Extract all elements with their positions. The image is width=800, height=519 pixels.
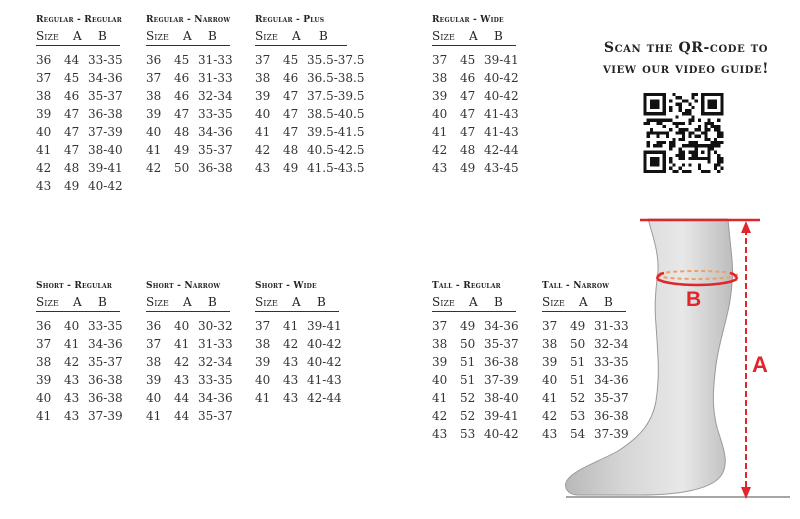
table-cell: 40 (542, 373, 558, 387)
table-cell: 36-38 (198, 161, 233, 175)
table-row (255, 391, 342, 409)
table-cell: 40-42 (307, 355, 342, 369)
table-cell: 31-33 (198, 71, 233, 85)
table-row (432, 337, 519, 355)
size-table-header (36, 29, 120, 46)
table-cell: 46 (174, 89, 190, 103)
table-row (255, 337, 342, 355)
table-cell: 50 (174, 161, 190, 175)
table-cell: 32-34 (594, 337, 629, 351)
table-cell: 47 (283, 89, 299, 103)
table-cell: 40 (36, 391, 52, 405)
table-cell: 49 (64, 179, 80, 193)
qr-caption (588, 38, 784, 80)
table-cell: 36 (36, 319, 52, 333)
table-cell: 38 (36, 355, 52, 369)
table-row (36, 107, 122, 125)
table-row (36, 125, 122, 143)
table-cell: 39 (432, 89, 448, 103)
table-cell: 40 (255, 107, 271, 121)
table-cell: 41 (146, 409, 162, 423)
size-table-title: Tall - Narrow (542, 281, 610, 291)
table-cell: 37 (36, 337, 52, 351)
table-cell: 45 (460, 53, 476, 67)
table-row (146, 71, 233, 89)
header-cell: A (292, 295, 301, 309)
table-cell: 43 (36, 179, 52, 193)
table-cell: 39 (255, 355, 271, 369)
table-cell: 43 (64, 373, 80, 387)
size-table-regular-narrow (146, 15, 233, 179)
header-cell: B (604, 295, 613, 309)
table-row (255, 107, 365, 125)
table-cell: 33-35 (88, 53, 123, 67)
size-table-short-regular (36, 281, 123, 427)
table-row (146, 409, 233, 427)
table-cell: 42 (283, 337, 299, 351)
table-cell: 41 (36, 143, 52, 157)
table-cell: 38 (36, 89, 52, 103)
size-table-header (146, 29, 230, 46)
table-cell: 36-38 (594, 409, 629, 423)
qr-caption-line2: view our video guide! (602, 61, 770, 77)
table-cell: 38 (255, 71, 271, 85)
table-cell: 35.5-37.5 (307, 53, 365, 67)
table-cell: 44 (174, 409, 190, 423)
table-cell: 48 (174, 125, 190, 139)
table-cell: 51 (460, 373, 476, 387)
table-row (36, 409, 123, 427)
table-cell: 34-36 (88, 337, 123, 351)
table-cell: 36-38 (88, 107, 123, 121)
table-row (432, 53, 519, 71)
table-cell: 39 (146, 373, 162, 387)
label-a: A (752, 352, 768, 377)
table-cell: 41-43 (484, 107, 519, 121)
table-cell: 47 (460, 107, 476, 121)
table-cell: 42 (36, 161, 52, 175)
qr-code-icon[interactable] (641, 93, 726, 173)
table-row (36, 319, 123, 337)
table-row (432, 71, 519, 89)
table-cell: 43 (283, 391, 299, 405)
table-cell: 34-36 (484, 319, 519, 333)
size-table-title: Short - Regular (36, 281, 113, 291)
table-cell: 38-40 (88, 143, 123, 157)
header-cell: B (208, 29, 217, 43)
table-row (432, 107, 519, 125)
header-cell: Size (146, 29, 169, 43)
table-row (432, 409, 519, 427)
header-cell: A (73, 29, 82, 43)
table-row (255, 143, 365, 161)
table-cell: 42 (542, 409, 558, 423)
size-table-regular-plus (255, 15, 365, 179)
table-cell: 38 (146, 89, 162, 103)
table-cell: 36 (36, 53, 52, 67)
table-cell: 39 (36, 107, 52, 121)
table-cell: 41 (255, 125, 271, 139)
table-cell: 37-39 (594, 427, 629, 441)
header-cell: A (469, 29, 478, 43)
table-cell: 49 (283, 161, 299, 175)
header-cell: B (98, 29, 107, 43)
table-cell: 40 (146, 125, 162, 139)
table-cell: 41 (146, 143, 162, 157)
table-cell: 48 (460, 143, 476, 157)
table-cell: 42 (432, 409, 448, 423)
table-cell: 49 (174, 143, 190, 157)
size-table-title: Regular - Regular (36, 15, 122, 25)
size-table-title: Short - Wide (255, 281, 317, 291)
table-row (36, 337, 123, 355)
table-cell: 30-32 (198, 319, 233, 333)
table-row (146, 53, 233, 71)
table-cell: 37-39 (88, 125, 123, 139)
header-cell: A (183, 295, 192, 309)
table-cell: 39-41 (484, 409, 519, 423)
table-cell: 36-38 (484, 355, 519, 369)
table-cell: 48 (64, 161, 80, 175)
table-cell: 53 (570, 409, 586, 423)
table-row (255, 53, 365, 71)
table-cell: 36-38 (88, 391, 123, 405)
table-row (432, 125, 519, 143)
table-cell: 41 (174, 337, 190, 351)
table-cell: 39.5-41.5 (307, 125, 365, 139)
table-cell: 38 (255, 337, 271, 351)
table-cell: 46 (174, 71, 190, 85)
table-cell: 37 (36, 71, 52, 85)
table-cell: 40-42 (484, 71, 519, 85)
size-table-regular-wide (432, 15, 519, 179)
table-cell: 38-40 (484, 391, 519, 405)
table-cell: 46 (64, 89, 80, 103)
table-cell: 51 (570, 373, 586, 387)
table-cell: 35-37 (88, 89, 123, 103)
table-cell: 37 (432, 319, 448, 333)
table-row (146, 107, 233, 125)
table-cell: 33-35 (198, 107, 233, 121)
table-cell: 40 (64, 319, 80, 333)
table-row (146, 319, 233, 337)
table-row (255, 89, 365, 107)
table-cell: 35-37 (484, 337, 519, 351)
table-cell: 37 (432, 53, 448, 67)
table-cell: 39 (255, 89, 271, 103)
table-cell: 37 (542, 319, 558, 333)
header-cell: A (73, 295, 82, 309)
table-cell: 54 (570, 427, 586, 441)
table-cell: 39-41 (307, 319, 342, 333)
size-table-short-narrow (146, 281, 233, 427)
label-b: B (686, 288, 702, 311)
qr-caption-line1: Scan the QR-code to (603, 40, 769, 56)
table-row (255, 319, 342, 337)
header-cell: B (317, 295, 326, 309)
header-cell: A (292, 29, 301, 43)
table-cell: 41 (542, 391, 558, 405)
table-cell: 45 (64, 71, 80, 85)
table-cell: 42 (146, 161, 162, 175)
size-table-title: Regular - Plus (255, 15, 325, 25)
table-cell: 41.5-43.5 (307, 161, 365, 175)
table-cell: 40.5-42.5 (307, 143, 365, 157)
table-cell: 49 (570, 319, 586, 333)
table-row (255, 355, 342, 373)
table-cell: 37 (255, 319, 271, 333)
header-cell: A (469, 295, 478, 309)
table-cell: 36 (146, 319, 162, 333)
table-cell: 43 (64, 391, 80, 405)
table-cell: 40-42 (484, 427, 519, 441)
table-cell: 47 (64, 143, 80, 157)
table-cell: 38 (432, 71, 448, 85)
table-cell: 35-37 (198, 143, 233, 157)
table-cell: 53 (460, 427, 476, 441)
size-table-regular-regular (36, 15, 122, 197)
table-cell: 40 (432, 107, 448, 121)
table-row (146, 337, 233, 355)
table-cell: 38 (542, 337, 558, 351)
table-cell: 42-44 (484, 143, 519, 157)
table-cell: 42 (64, 355, 80, 369)
table-cell: 38.5-40.5 (307, 107, 365, 121)
size-table-header (36, 295, 120, 312)
table-row (36, 373, 123, 391)
header-cell: B (319, 29, 328, 43)
table-cell: 44 (64, 53, 80, 67)
header-cell: Size (255, 29, 278, 43)
table-cell: 43-45 (484, 161, 519, 175)
table-cell: 32-34 (198, 89, 233, 103)
table-row (36, 179, 122, 197)
header-cell: Size (146, 295, 169, 309)
table-cell: 47 (174, 107, 190, 121)
table-row (432, 427, 519, 445)
header-cell: Size (542, 295, 565, 309)
leg-diagram-icon (560, 205, 800, 515)
header-cell: Size (36, 295, 59, 309)
table-row (255, 161, 365, 179)
table-cell: 41 (283, 319, 299, 333)
table-row (146, 89, 233, 107)
table-cell: 40 (174, 319, 190, 333)
table-cell: 45 (283, 53, 299, 67)
table-cell: 34-36 (594, 373, 629, 387)
table-cell: 40 (255, 373, 271, 387)
table-row (432, 89, 519, 107)
table-cell: 52 (460, 409, 476, 423)
table-cell: 43 (283, 355, 299, 369)
table-row (36, 355, 123, 373)
table-cell: 45 (174, 53, 190, 67)
leg-shape (566, 219, 733, 495)
table-cell: 35-37 (88, 355, 123, 369)
table-cell: 39-41 (88, 161, 123, 175)
header-cell: Size (432, 295, 455, 309)
table-cell: 40 (36, 125, 52, 139)
table-row (432, 319, 519, 337)
table-cell: 43 (283, 373, 299, 387)
table-cell: 52 (570, 391, 586, 405)
header-cell: Size (255, 295, 278, 309)
table-cell: 39 (36, 373, 52, 387)
table-cell: 46 (460, 71, 476, 85)
size-table-title: Tall - Regular (432, 281, 501, 291)
table-cell: 31-33 (198, 337, 233, 351)
table-cell: 42-44 (307, 391, 342, 405)
table-cell: 44 (174, 391, 190, 405)
table-cell: 47 (460, 125, 476, 139)
table-row (36, 391, 123, 409)
header-cell: Size (432, 29, 455, 43)
table-cell: 43 (255, 161, 271, 175)
table-cell: 39-41 (484, 53, 519, 67)
size-table-header (432, 29, 516, 46)
table-cell: 43 (174, 373, 190, 387)
table-cell: 47 (460, 89, 476, 103)
table-cell: 31-33 (198, 53, 233, 67)
table-cell: 48 (283, 143, 299, 157)
table-cell: 39 (432, 355, 448, 369)
table-cell: 37-39 (88, 409, 123, 423)
table-cell: 37 (146, 337, 162, 351)
size-table-header (432, 295, 516, 312)
table-cell: 40-42 (88, 179, 123, 193)
table-row (146, 391, 233, 409)
table-cell: 41 (255, 391, 271, 405)
table-cell: 41 (432, 125, 448, 139)
table-cell: 32-34 (198, 355, 233, 369)
table-row (255, 125, 365, 143)
size-table-header (146, 295, 230, 312)
table-cell: 41 (432, 391, 448, 405)
header-cell: Size (36, 29, 59, 43)
table-cell: 34-36 (88, 71, 123, 85)
table-cell: 39 (146, 107, 162, 121)
table-cell: 49 (460, 319, 476, 333)
table-row (36, 89, 122, 107)
table-cell: 37.5-39.5 (307, 89, 365, 103)
size-table-header (255, 29, 347, 46)
table-cell: 51 (460, 355, 476, 369)
table-cell: 47 (64, 125, 80, 139)
table-row (36, 53, 122, 71)
table-row (146, 143, 233, 161)
table-cell: 33-35 (88, 319, 123, 333)
size-table-header (255, 295, 339, 312)
table-cell: 40 (146, 391, 162, 405)
table-cell: 37 (255, 53, 271, 67)
table-cell: 33-35 (198, 373, 233, 387)
table-cell: 38 (146, 355, 162, 369)
table-row (432, 391, 519, 409)
table-cell: 36.5-38.5 (307, 71, 365, 85)
table-cell: 37-39 (484, 373, 519, 387)
table-row (146, 373, 233, 391)
table-cell: 41-43 (307, 373, 342, 387)
table-cell: 41 (36, 409, 52, 423)
table-row (146, 355, 233, 373)
table-cell: 38 (432, 337, 448, 351)
table-cell: 43 (64, 409, 80, 423)
table-row (255, 373, 342, 391)
table-cell: 36-38 (88, 373, 123, 387)
table-cell: 33-35 (594, 355, 629, 369)
header-cell: A (183, 29, 192, 43)
table-row (146, 161, 233, 179)
table-cell: 35-37 (594, 391, 629, 405)
table-row (432, 161, 519, 179)
table-cell: 41-43 (484, 125, 519, 139)
table-cell: 43 (542, 427, 558, 441)
table-cell: 50 (460, 337, 476, 351)
table-cell: 39 (542, 355, 558, 369)
header-cell: B (98, 295, 107, 309)
table-cell: 52 (460, 391, 476, 405)
table-cell: 35-37 (198, 409, 233, 423)
size-table-title: Regular - Narrow (146, 15, 231, 25)
table-cell: 42 (174, 355, 190, 369)
table-cell: 49 (460, 161, 476, 175)
table-cell: 36 (146, 53, 162, 67)
table-cell: 51 (570, 355, 586, 369)
table-cell: 34-36 (198, 125, 233, 139)
size-table-short-wide (255, 281, 342, 409)
table-row (36, 71, 122, 89)
table-cell: 47 (283, 125, 299, 139)
table-cell: 40-42 (307, 337, 342, 351)
header-cell: A (579, 295, 588, 309)
table-cell: 47 (283, 107, 299, 121)
header-cell: B (494, 295, 503, 309)
table-row (36, 143, 122, 161)
header-cell: B (208, 295, 217, 309)
table-cell: 31-33 (594, 319, 629, 333)
table-row (432, 373, 519, 391)
size-table-tall-regular (432, 281, 519, 445)
table-row (255, 71, 365, 89)
table-cell: 41 (64, 337, 80, 351)
table-cell: 37 (146, 71, 162, 85)
header-cell: B (494, 29, 503, 43)
table-cell: 43 (432, 427, 448, 441)
table-row (432, 355, 519, 373)
table-cell: 50 (570, 337, 586, 351)
table-cell: 47 (64, 107, 80, 121)
size-table-title: Short - Narrow (146, 281, 221, 291)
table-cell: 42 (255, 143, 271, 157)
table-cell: 40 (432, 373, 448, 387)
table-cell: 42 (432, 143, 448, 157)
table-row (146, 125, 233, 143)
table-cell: 46 (283, 71, 299, 85)
size-table-title: Regular - Wide (432, 15, 504, 25)
table-row (432, 143, 519, 161)
table-row (36, 161, 122, 179)
table-cell: 40-42 (484, 89, 519, 103)
table-cell: 43 (432, 161, 448, 175)
table-cell: 34-36 (198, 391, 233, 405)
